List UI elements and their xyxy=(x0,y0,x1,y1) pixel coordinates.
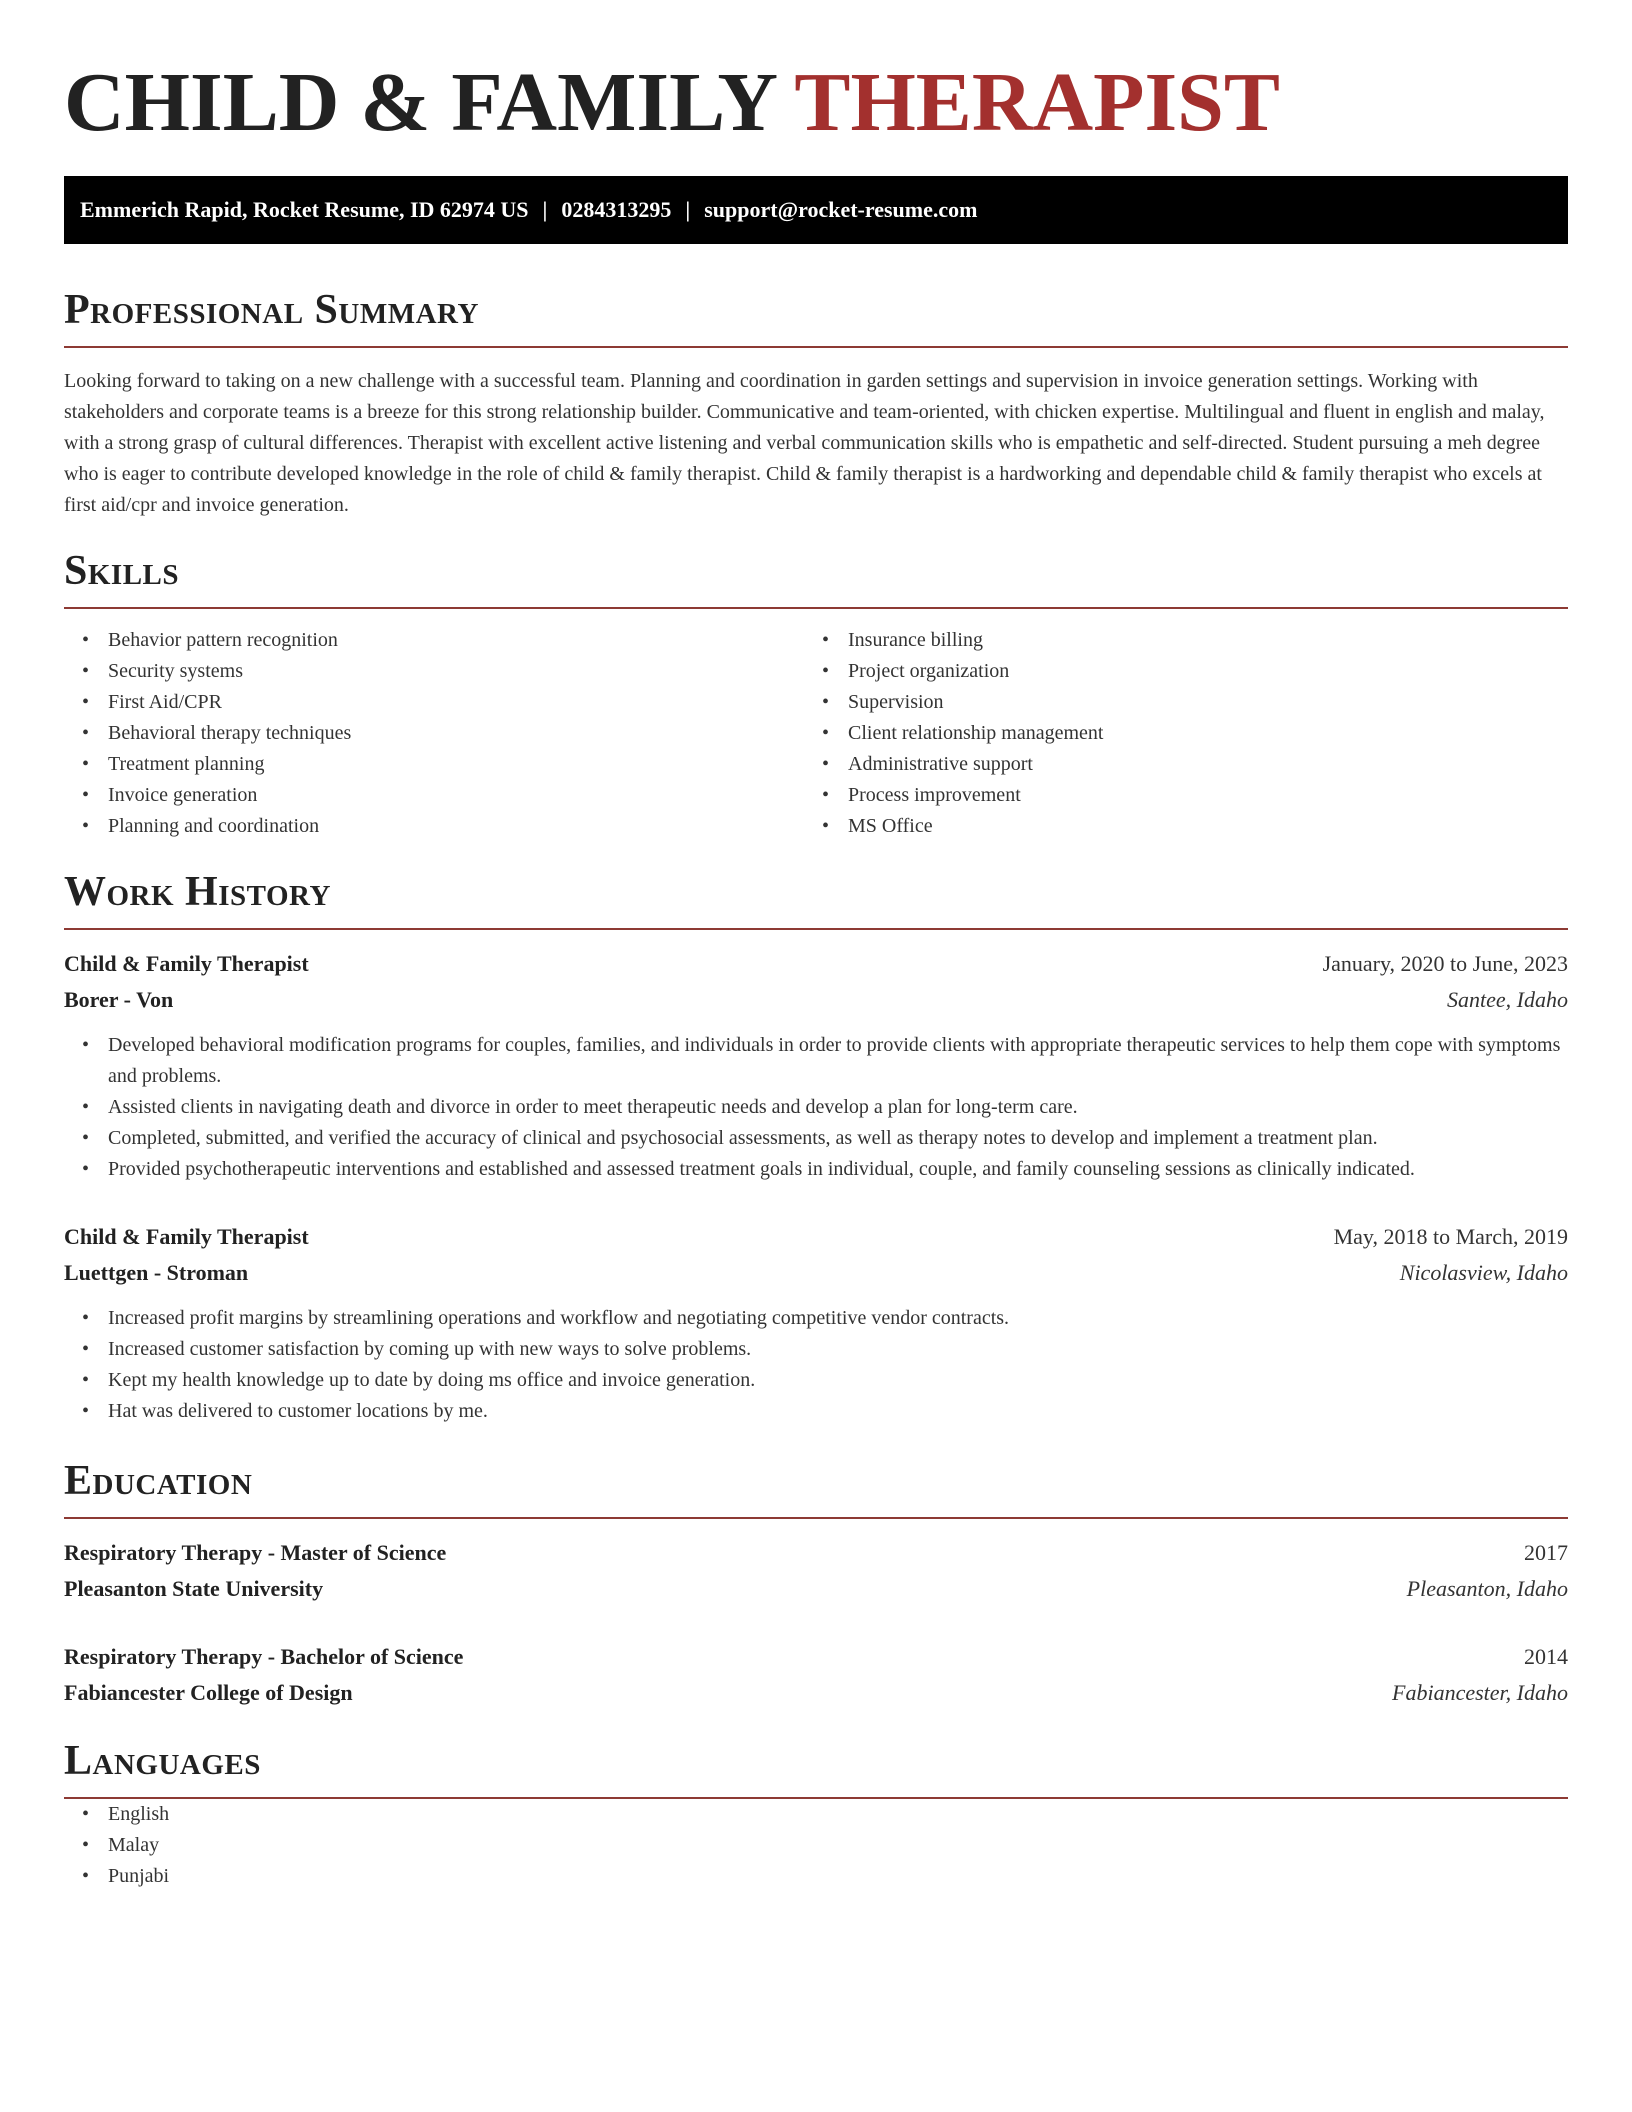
contact-email: support@rocket-resume.com xyxy=(704,197,978,222)
bullet-icon: • xyxy=(822,691,830,713)
skill-item: • Supervision xyxy=(804,687,1544,718)
bullet-icon: • xyxy=(82,722,90,744)
skills-heading: Skills xyxy=(64,548,180,594)
skills-grid xyxy=(64,625,1568,842)
bullet-icon: • xyxy=(82,1400,90,1422)
languages-section xyxy=(64,1737,1568,1892)
job-location: Santee, Idaho xyxy=(1447,987,1568,1012)
job-entry xyxy=(64,946,1568,1185)
skills-section xyxy=(64,547,1568,842)
bullet-icon: • xyxy=(82,691,90,713)
contact-separator: | xyxy=(685,197,691,222)
job-company-row xyxy=(64,1255,1568,1291)
section-divider xyxy=(64,346,1568,348)
bullet-icon: • xyxy=(822,629,830,651)
section-divider xyxy=(64,1517,1568,1519)
language-item: • Punjabi xyxy=(64,1861,1568,1892)
job-bullet: • Completed, submitted, and verified the accuracy of clinical and psychosocial assessments, as well as therapy notes to develop and implement a treatment plan. xyxy=(64,1123,1568,1154)
skill-item: • Administrative support xyxy=(804,749,1544,780)
education-year: 2014 xyxy=(1524,1644,1568,1669)
skill-item: • Client relationship management xyxy=(804,718,1544,749)
work-section xyxy=(64,868,1568,1427)
bullet-icon: • xyxy=(82,629,90,651)
bullet-icon: • xyxy=(82,1834,90,1856)
skill-item: • Project organization xyxy=(804,656,1544,687)
job-bullet: • Increased customer satisfaction by coming up with new ways to solve problems. xyxy=(64,1334,1568,1365)
skill-item: • Insurance billing xyxy=(804,625,1544,656)
bullet-icon: • xyxy=(82,784,90,806)
bullet-icon: • xyxy=(82,815,90,837)
education-degree: Respiratory Therapy - Bachelor of Science xyxy=(64,1644,464,1669)
education-year: 2017 xyxy=(1524,1540,1568,1565)
job-company: Luettgen - Stroman xyxy=(64,1260,249,1285)
job-header-row xyxy=(64,946,1568,982)
job-title: Child & Family Therapist xyxy=(64,951,309,976)
work-heading: Work History xyxy=(64,869,331,915)
education-school: Pleasanton State University xyxy=(64,1576,324,1601)
education-heading: Education xyxy=(64,1458,253,1504)
education-location: Fabiancester, Idaho xyxy=(1392,1680,1568,1705)
job-bullet: • Increased profit margins by streamlining operations and workflow and negotiating competitive vendor contracts. xyxy=(64,1303,1568,1334)
job-title: Child & Family Therapist xyxy=(64,1224,309,1249)
section-divider xyxy=(64,607,1568,609)
bullet-icon: • xyxy=(822,753,830,775)
job-bullet: • Kept my health knowledge up to date by doing ms office and invoice generation. xyxy=(64,1365,1568,1396)
skills-right-column xyxy=(804,625,1544,842)
language-item: • English xyxy=(64,1799,1568,1830)
job-entry xyxy=(64,1219,1568,1427)
contact-address: Emmerich Rapid, Rocket Resume, ID 62974 US xyxy=(80,197,529,222)
skill-item: • Planning and coordination xyxy=(64,811,804,842)
bullet-icon: • xyxy=(82,1307,90,1329)
job-header-row xyxy=(64,1219,1568,1255)
summary-text: Looking forward to taking on a new challenge with a successful team. Planning and coordination in garden settings and supervision in invoice generation settings. Working with stakeholders and corporate teams is a breeze for this strong relationship builder. Communicative and team-oriented, with chicken expertise. Multilingual and fluent in english and malay, with a strong grasp of cultural differences. Therapist with excellent active listening and verbal communication skills who is empathetic and self-directed. Student pursuing a meh degree who is eager to contribute developed knowledge in the role of child & family therapist. Child & family therapist is a hardworking and dependable child & family therapist who excels at first aid/cpr and invoice generation. xyxy=(64,370,1545,516)
job-bullets xyxy=(64,1303,1568,1427)
bullet-icon: • xyxy=(82,660,90,682)
education-school-row xyxy=(64,1571,1568,1607)
bullet-icon: • xyxy=(82,1127,90,1149)
resume-page xyxy=(64,0,1568,1892)
skill-item: • Security systems xyxy=(64,656,804,687)
skill-item: • Behavior pattern recognition xyxy=(64,625,804,656)
skill-item: • Treatment planning xyxy=(64,749,804,780)
education-section xyxy=(64,1457,1568,1711)
skill-item: • Behavioral therapy techniques xyxy=(64,718,804,749)
education-location: Pleasanton, Idaho xyxy=(1406,1576,1568,1601)
bullet-icon: • xyxy=(82,1338,90,1360)
job-company-row xyxy=(64,982,1568,1018)
job-bullets xyxy=(64,1030,1568,1185)
job-dates: May, 2018 to March, 2019 xyxy=(1333,1224,1568,1249)
education-degree: Respiratory Therapy - Master of Science xyxy=(64,1540,447,1565)
bullet-icon: • xyxy=(82,1158,90,1180)
skill-item: • Process improvement xyxy=(804,780,1544,811)
title-main: CHILD & FAMILY xyxy=(64,56,775,149)
skill-item: • First Aid/CPR xyxy=(64,687,804,718)
summary-section xyxy=(64,286,1568,521)
education-entry xyxy=(64,1639,1568,1711)
bullet-icon: • xyxy=(82,1803,90,1825)
skill-item: • Invoice generation xyxy=(64,780,804,811)
section-divider xyxy=(64,928,1568,930)
education-degree-row xyxy=(64,1639,1568,1675)
language-item: • Malay xyxy=(64,1830,1568,1861)
education-school-row xyxy=(64,1675,1568,1711)
contact-phone: 0284313295 xyxy=(561,197,672,222)
job-bullet: • Developed behavioral modification programs for couples, families, and individuals in order to provide clients with appropriate therapeutic services to help them cope with symptoms and problems. xyxy=(64,1030,1568,1092)
bullet-icon: • xyxy=(82,1865,90,1887)
education-degree-row xyxy=(64,1535,1568,1571)
skill-item: • MS Office xyxy=(804,811,1544,842)
job-location: Nicolasview, Idaho xyxy=(1399,1260,1568,1285)
bullet-icon: • xyxy=(822,784,830,806)
education-school: Fabiancester College of Design xyxy=(64,1680,353,1705)
job-company: Borer - Von xyxy=(64,987,174,1012)
bullet-icon: • xyxy=(82,1034,90,1056)
bullet-icon: • xyxy=(822,815,830,837)
languages-heading: Languages xyxy=(64,1738,261,1784)
bullet-icon: • xyxy=(82,1369,90,1391)
education-entry xyxy=(64,1535,1568,1607)
bullet-icon: • xyxy=(82,1096,90,1118)
contact-separator: | xyxy=(542,197,548,222)
job-dates: January, 2020 to June, 2023 xyxy=(1322,951,1568,976)
resume-title xyxy=(64,0,1568,148)
job-bullet: • Provided psychotherapeutic interventions and established and assessed treatment goals in individual, couple, and family counseling sessions as clinically indicated. xyxy=(64,1154,1568,1185)
title-accent: THERAPIST xyxy=(794,56,1280,149)
job-bullet: • Hat was delivered to customer locations by me. xyxy=(64,1396,1568,1427)
contact-bar xyxy=(64,176,1568,244)
skills-left-column xyxy=(64,625,804,842)
summary-heading: Professional Summary xyxy=(64,287,479,333)
languages-list xyxy=(64,1799,1568,1892)
job-bullet: • Assisted clients in navigating death and divorce in order to meet therapeutic needs and develop a plan for long-term care. xyxy=(64,1092,1568,1123)
bullet-icon: • xyxy=(822,660,830,682)
bullet-icon: • xyxy=(82,753,90,775)
bullet-icon: • xyxy=(822,722,830,744)
